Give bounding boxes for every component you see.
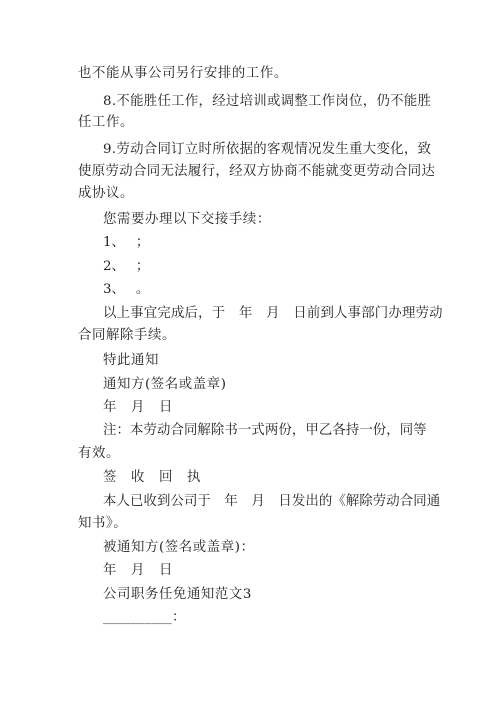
note-line: 有效。 — [78, 446, 120, 461]
text-line: 9.劳动合同订立时所依据的客观情况发生重大变化，致 — [103, 142, 432, 157]
salutation-line: __________： — [103, 610, 186, 625]
list-item: 3、 。 — [103, 282, 150, 297]
list-item: 1、 ； — [103, 235, 150, 250]
text-line: 特此通知 — [103, 353, 159, 368]
note-line: 注：本劳动合同解除书一式两份，甲乙各持一份，同等 — [103, 423, 427, 438]
date-line: 年 月 日 — [103, 400, 173, 415]
text-line: 您需要办理以下交接手续： — [103, 212, 271, 227]
receipt-heading: 签 收 回 执 — [103, 470, 201, 485]
text-line: 使原劳动合同无法履行，经双方协商不能就变更劳动合同达 — [78, 164, 436, 179]
section-title: 公司职务任免通知范文3 — [103, 587, 253, 602]
text-line: 8.不能胜任工作，经过培训或调整工作岗位，仍不能胜 — [103, 94, 432, 109]
text-line: 合同解除手续。 — [78, 328, 176, 343]
text-line: 知书》。 — [78, 516, 128, 531]
list-item: 2、 ； — [103, 259, 150, 274]
signature-line: 通知方(签名或盖章) — [103, 377, 227, 392]
text-line: 也不能从事公司另行安排的工作。 — [78, 66, 288, 81]
signature-line: 被通知方(签名或盖章)： — [103, 540, 255, 555]
text-line: 本人已收到公司于 年 月 日发出的《解除劳动合同通 — [103, 494, 441, 509]
date-line: 年 月 日 — [103, 563, 173, 578]
text-line: 成协议。 — [78, 186, 134, 201]
text-line: 任工作。 — [78, 115, 134, 130]
text-line: 以上事宜完成后，于 年 月 日前到人事部门办理劳动 — [103, 306, 443, 321]
